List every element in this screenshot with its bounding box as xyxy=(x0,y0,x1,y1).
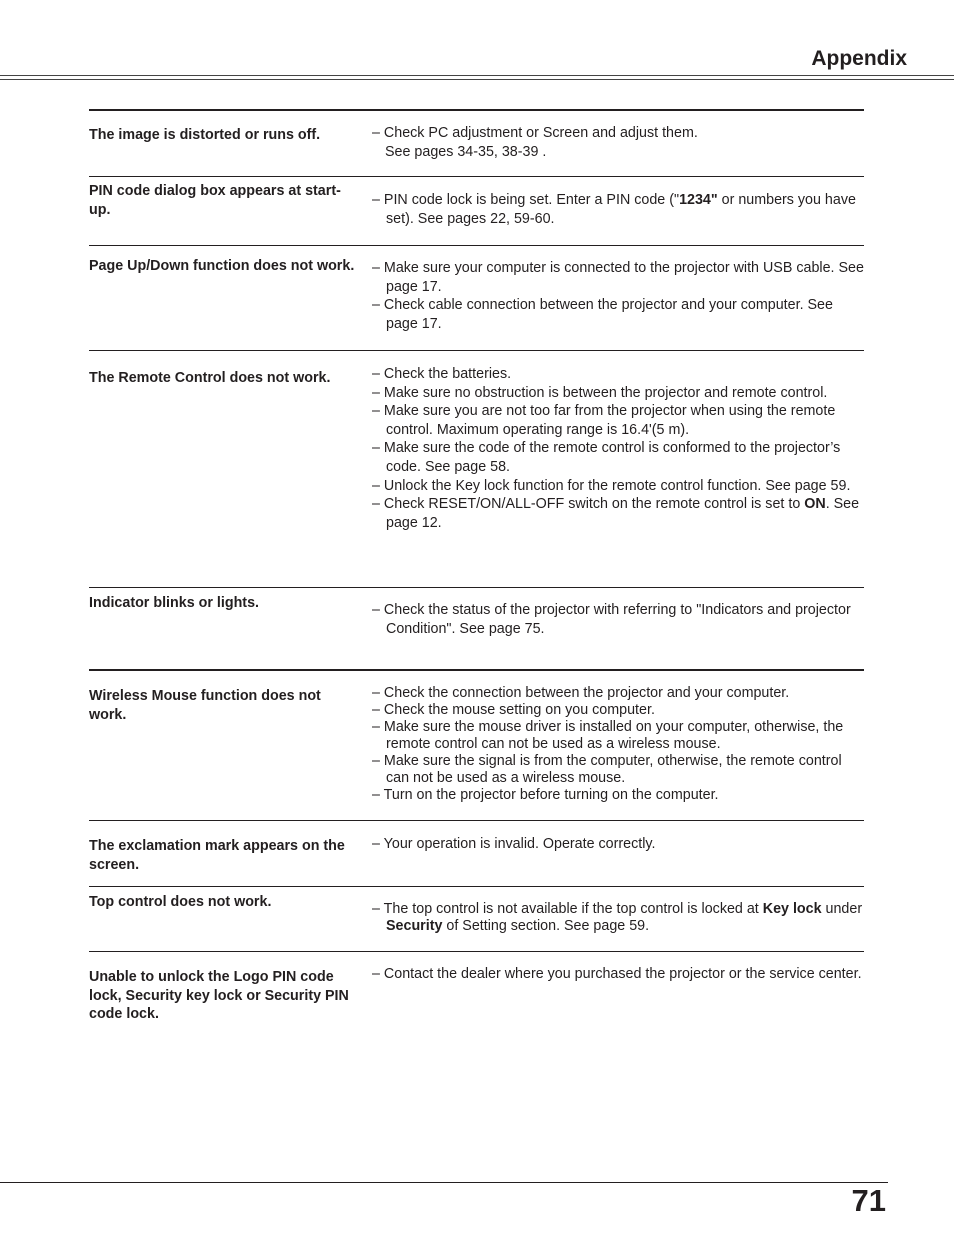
solution-list xyxy=(372,191,864,228)
footer-rule xyxy=(0,1182,888,1183)
row-divider xyxy=(89,176,864,177)
solution-bold-text: Key lock xyxy=(762,901,822,917)
row-divider xyxy=(89,109,864,111)
solution-item xyxy=(372,901,864,935)
solution-item: – Make sure no obstruction is between the projector and remote control. xyxy=(372,384,828,401)
solution-item: – Check the connection between the projector and your computer. xyxy=(372,685,790,701)
solution-item-continuation: See pages 34-35, 38-39 . xyxy=(385,143,547,160)
solution-text: – Check RESET/ON/ALL-OFF switch on the remote control is set to xyxy=(372,496,805,513)
problem-text: Unable to unlock the Logo PIN code lock, Security key lock or Security PIN code lock. xyxy=(89,969,349,1022)
solution-list xyxy=(372,901,864,935)
solution-item xyxy=(372,495,864,532)
row-divider xyxy=(89,245,864,246)
solution-item: – Check cable connection between the projector and your computer. See page 17. xyxy=(372,297,833,332)
solution-list xyxy=(372,365,864,532)
solution-list xyxy=(372,259,864,333)
row-divider xyxy=(89,886,864,887)
problem-text: Indicator blinks or lights. xyxy=(89,595,259,611)
solution-bold-text: ON xyxy=(804,496,826,513)
solution-item: – Make sure the mouse driver is installed on your computer, otherwise, the remote control can not be used as a wireless mouse. xyxy=(372,719,844,752)
solution-item: – Turn on the projector before turning on the computer. xyxy=(372,787,719,803)
problem-text: PIN code dialog box appears at start-up. xyxy=(89,183,341,218)
row-divider xyxy=(89,587,864,588)
solution-item: – Check the status of the projector with referring to "Indicators and projector Condition". See page 75. xyxy=(372,602,851,637)
header-rule xyxy=(0,79,954,80)
solution-bold-text: Security xyxy=(386,918,443,934)
row-divider xyxy=(89,951,864,952)
problem-text: Wireless Mouse function does not work. xyxy=(89,688,321,723)
solution-item: – Check PC adjustment or Screen and adjust them. xyxy=(372,125,698,141)
solution-list xyxy=(372,835,864,854)
solution-text: . See page 12. xyxy=(386,496,860,531)
solution-item: – Make sure your computer is connected to the projector with USB cable. See page 17. xyxy=(372,260,864,295)
problem-text: The Remote Control does not work. xyxy=(89,370,331,386)
solution-item xyxy=(372,191,864,228)
solution-list xyxy=(372,601,864,638)
solution-item: – Your operation is invalid. Operate correctly. xyxy=(372,836,656,852)
solution-item: – Make sure you are not too far from the projector when using the remote control. Maximum operating range is 16.4'(5 m). xyxy=(372,403,836,438)
solution-list xyxy=(372,685,864,804)
problem-text: The image is distorted or runs off. xyxy=(89,127,321,143)
row-divider xyxy=(89,820,864,821)
problem-text: Page Up/Down function does not work. xyxy=(89,258,355,274)
row-divider xyxy=(89,350,864,351)
solution-item: – Make sure the signal is from the computer, otherwise, the remote control can not be used as a wireless mouse. xyxy=(372,753,842,786)
solution-item: – Make sure the code of the remote control is conformed to the projector’s code. See page 58. xyxy=(372,440,841,475)
solution-item: – Contact the dealer where you purchased the projector or the service center. xyxy=(372,966,862,982)
solution-text: of Setting section. See page 59. xyxy=(442,918,650,934)
solution-text: or numbers you have set). See pages 22, 59-60. xyxy=(386,192,856,227)
header-rule xyxy=(0,75,954,76)
solution-list xyxy=(372,124,864,161)
solution-item: – Check the batteries. xyxy=(372,366,512,382)
section-title: Appendix xyxy=(811,47,907,70)
solution-text: under xyxy=(821,901,863,917)
solution-text: – The top control is not available if the top control is locked at xyxy=(372,901,763,917)
problem-text: The exclamation mark appears on the screen. xyxy=(89,838,345,873)
solution-item: – Check the mouse setting on you computer. xyxy=(372,702,655,718)
problem-text: Top control does not work. xyxy=(89,894,272,910)
solution-list xyxy=(372,966,864,983)
solution-bold-text: 1234" xyxy=(679,192,718,208)
page-number: 71 xyxy=(851,1183,886,1218)
row-divider xyxy=(89,669,864,671)
solution-item: – Unlock the Key lock function for the remote control function. See page 59. xyxy=(372,477,851,494)
solution-text: – PIN code lock is being set. Enter a PIN code (" xyxy=(372,192,680,208)
